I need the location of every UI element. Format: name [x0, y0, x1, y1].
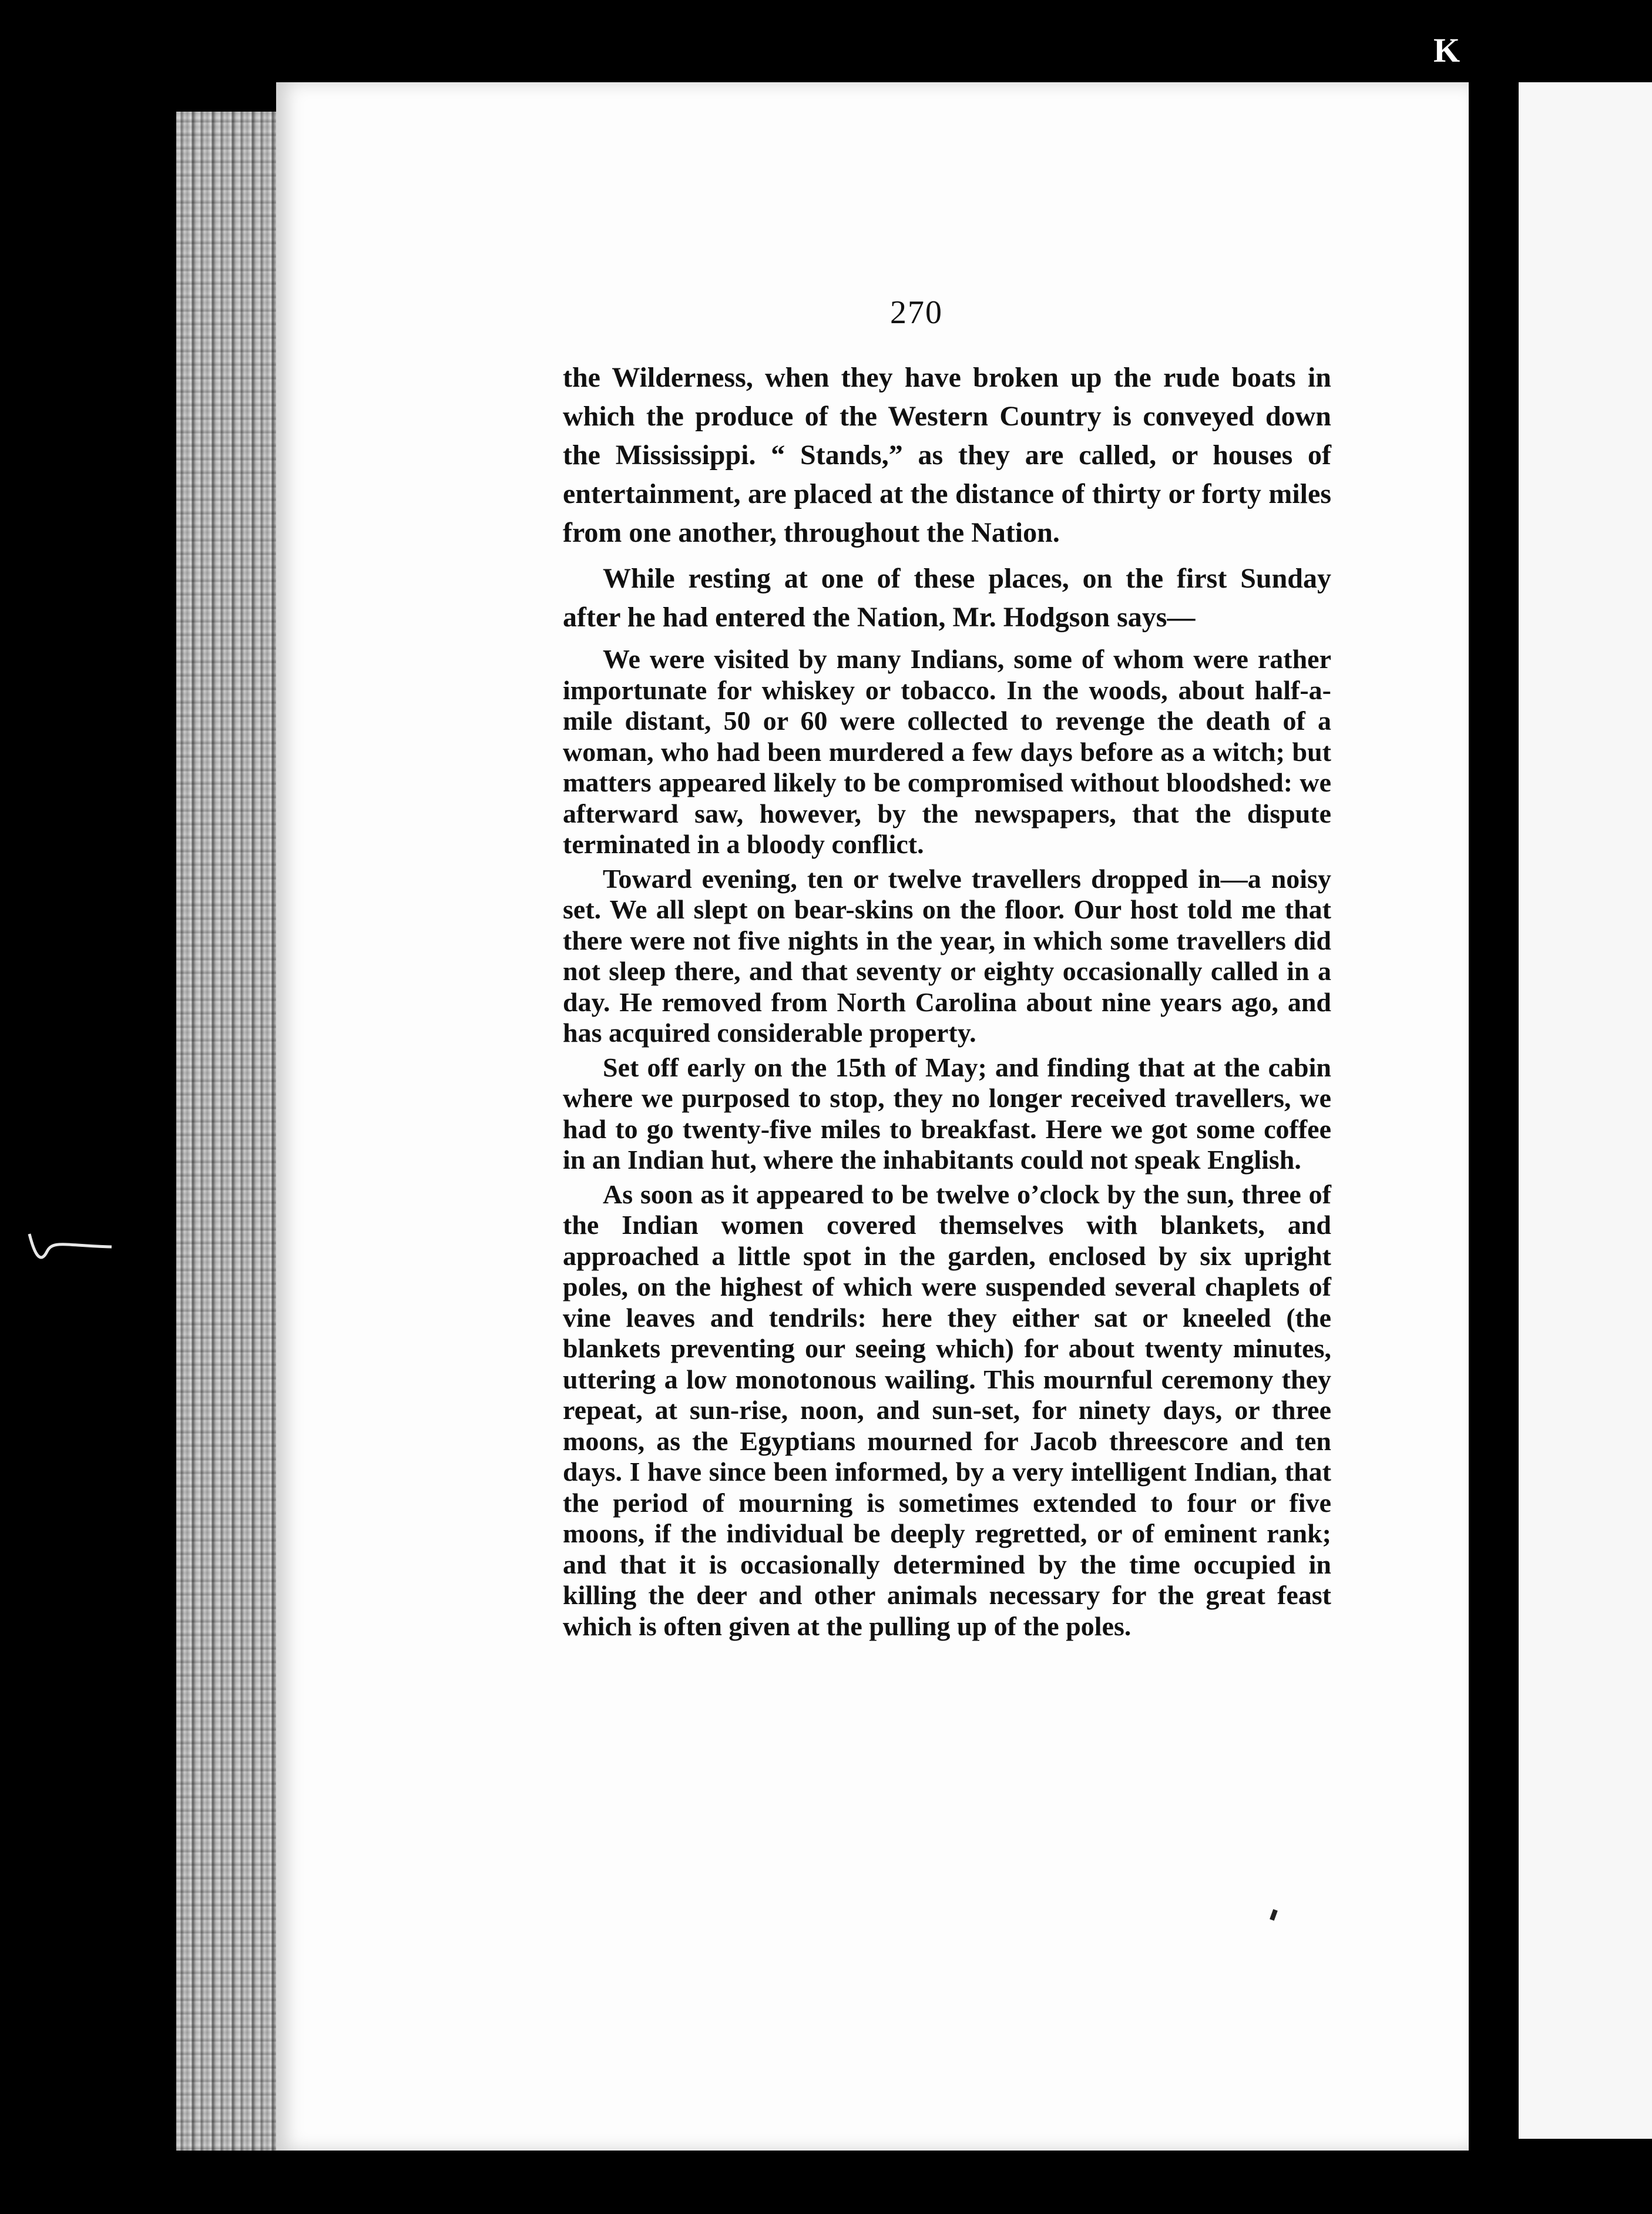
scan-artifact-squiggle	[23, 1222, 117, 1275]
quote-paragraph-2: Toward evening, ten or twelve travellers dropped in—a noisy set. We all slept on bear-skins on the floor. Our host told me that there were not five nights in the year, in which some travellers did not sleep there, and that seventy or eighty occasionally called in a day. He removed from North Carolina about nine years ago, and has acquired considerable property.	[563, 863, 1331, 1048]
paragraph-2: While resting at one of these places, on the first Sunday after he had entered the Nation, Mr. Hodgson says—	[563, 563, 1331, 633]
facing-page-edge	[1519, 82, 1652, 2139]
quote-paragraph-4: As soon as it appeared to be twelve o’clock by the sun, three of the Indian women covered themselves with blankets, and approached a little spot in the garden, enclosed by six upright poles, on the highest of which were suspended several chaplets of vine leaves and tendrils: here they either sat or kneeled (the blankets preventing our seeing which) for about twenty minutes, uttering a low monotonous wailing. This mournful ceremony they repeat, at sun-rise, noon, and sun-set, for ninety days, or three moons, as the Egyptians mourned for Jacob threescore and ten days. I have since been informed, by a very intelligent Indian, that the period of mourning is sometimes extended to four or five moons, if the individual be deeply regretted, or of eminent rank; and that it is occasionally determined by the time occupied in killing the deer and other animals necessary for the great feast which is often given at the pulling up of the poles.	[563, 1179, 1331, 1641]
paragraph-1: the Wilderness, when they have broken up the rude boats in which the produce of the Western Country is conveyed down the Mississippi. “ Stands,” as they are called, or houses of entertainment, are placed at the distance of thirty or forty miles from one another, throughout the Nation.	[563, 362, 1331, 548]
quote-paragraph-1: We were visited by many Indians, some of whom were rather importunate for whiskey or tobacco. In the woods, about half-a-mile distant, 50 or 60 were collected to revenge the death of a woman, who had been murdered a few days before as a witch; but matters appeared likely to be compromised without bloodshed: we afterward saw, however, by the newspapers, that the dispute terminated in a bloody conflict.	[563, 644, 1331, 859]
quote-paragraph-3: Set off early on the 15th of May; and finding that at the cabin where we purposed to stop, they no longer received travellers, we had to go twenty-five miles to breakfast. Here we got some coffee in an Indian hut, where the inhabitants could not speak English.	[563, 1052, 1331, 1175]
body-text	[563, 358, 1331, 1645]
page-number: 270	[890, 294, 943, 331]
corner-mark: K	[1433, 31, 1460, 69]
